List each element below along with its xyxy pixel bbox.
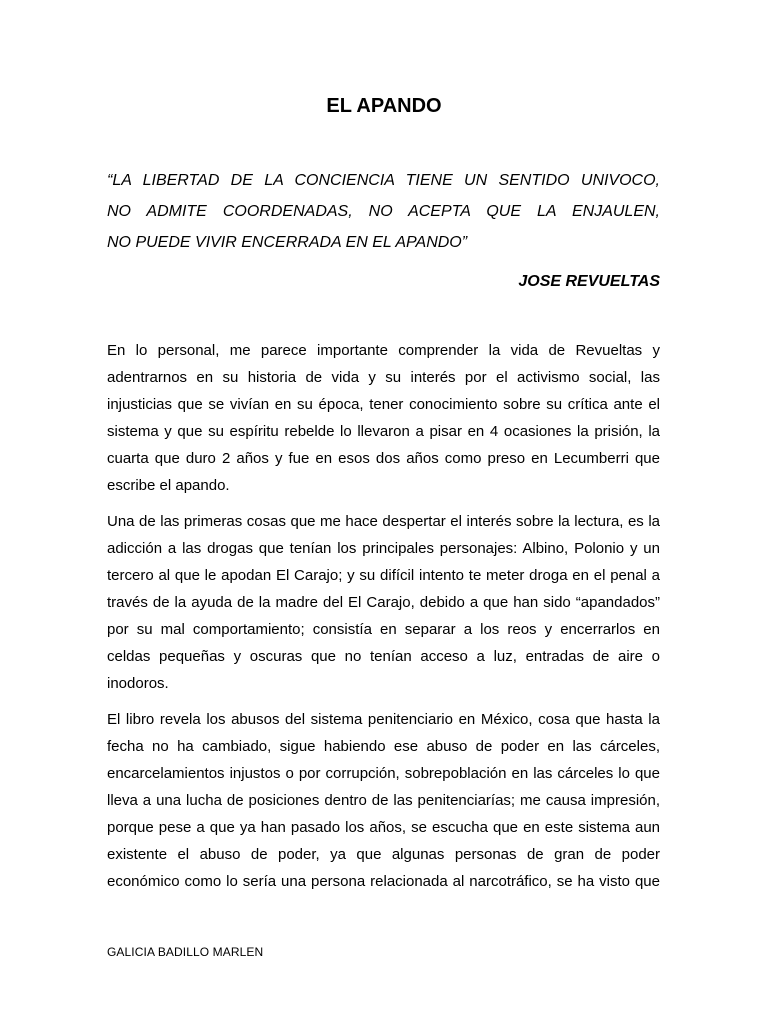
page-footer: GALICIA BADILLO MARLEN [107, 945, 264, 959]
paragraph-line: adicción a las drogas que tenían los principales personajes: Albino, Polonio y un [107, 540, 660, 557]
quote-line: NO PUEDE VIVIR ENCERRADA EN EL APANDO” [107, 234, 468, 251]
quote-author: JOSE REVUELTAS [518, 273, 660, 290]
quote-line: “LA LIBERTAD DE LA CONCIENCIA TIENE UN SENTIDO UNIVOCO, [107, 172, 660, 189]
paragraph-line: cuarta que duro 2 años y fue en esos dos años como preso en Lecumberri que [107, 450, 660, 467]
paragraph-line: encarcelamientos injustos o por corrupción, sobrepoblación en las cárceles lo que [107, 765, 660, 782]
paragraph-line: inodoros. [107, 675, 169, 692]
paragraph-line: través de la ayuda de la madre del El Carajo, debido a que han sido “apandados” [107, 594, 660, 611]
paragraph-line: fecha no ha cambiado, sigue habiendo ese abuso de poder en las cárceles, [107, 738, 660, 755]
paragraph-line: Una de las primeras cosas que me hace despertar el interés sobre la lectura, es la [107, 513, 660, 530]
paragraph [107, 706, 660, 895]
paragraph-line: injusticias que se vivían en su época, tener conocimiento sobre su crítica ante el [107, 396, 660, 413]
quote-line: NO ADMITE COORDENADAS, NO ACEPTA QUE LA ENJAULEN, [107, 203, 660, 220]
document-body [107, 337, 660, 904]
paragraph-line: En lo personal, me parece importante comprender la vida de Revueltas y [107, 342, 660, 359]
paragraph [107, 508, 660, 697]
paragraph-line: escribe el apando. [107, 477, 230, 494]
paragraph-line: sistema y que su espíritu rebelde lo llevaron a pisar en 4 ocasiones la prisión, la [107, 423, 660, 440]
paragraph-line: tercero al que le apodan El Carajo; y su difícil intento te meter droga en el penal a [107, 567, 660, 584]
paragraph-line: porque pese a que ya han pasado los años, se escucha que en este sistema aun [107, 819, 660, 836]
paragraph-line: existente el abuso de poder, ya que algunas personas de gran de poder [107, 846, 660, 863]
paragraph [107, 337, 660, 499]
paragraph-line: lleva a una lucha de posiciones dentro de las penitenciarías; me causa impresión, [107, 792, 660, 809]
document-title: EL APANDO [326, 95, 442, 117]
paragraph-line: celdas pequeñas y oscuras que no tenían acceso a luz, entradas de aire o [107, 648, 660, 665]
paragraph-line: adentrarnos en su historia de vida y su interés por el activismo social, las [107, 369, 660, 386]
paragraph-line: por su mal comportamiento; consistía en separar a los reos y encerrarlos en [107, 621, 660, 638]
paragraph-line: económico como lo sería una persona relacionada al narcotráfico, se ha visto que [107, 873, 660, 890]
epigraph-quote [107, 165, 660, 258]
paragraph-line: El libro revela los abusos del sistema penitenciario en México, cosa que hasta la [107, 711, 660, 728]
